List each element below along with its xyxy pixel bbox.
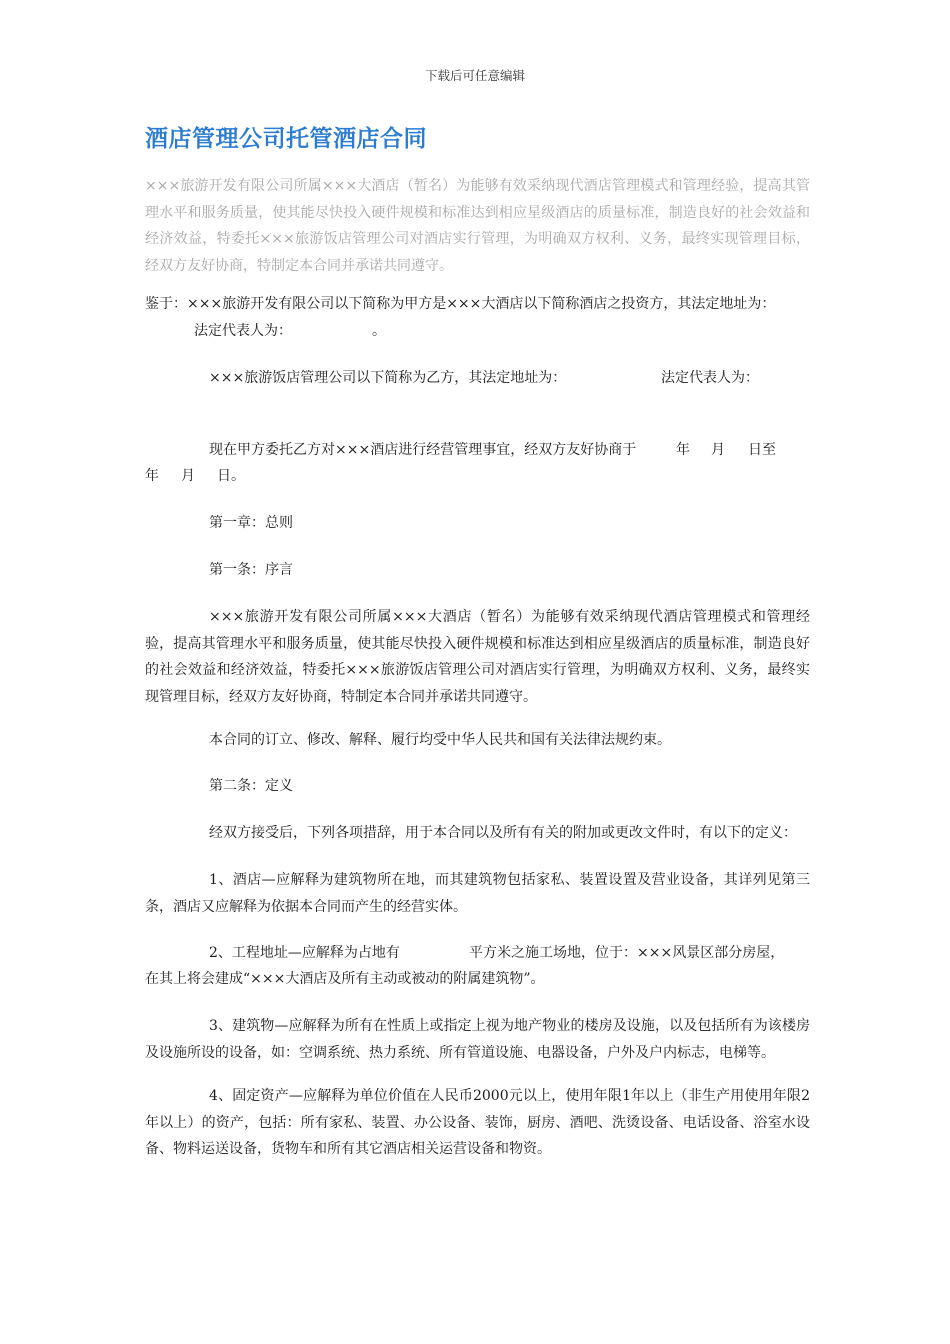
start-year-label: 年 bbox=[676, 442, 690, 458]
start-day-label: 日至 bbox=[748, 442, 776, 458]
header-note: 下载后可任意编辑 bbox=[424, 68, 525, 83]
end-month-label: 月 bbox=[181, 468, 195, 484]
definition-item: 3、建筑物—应解释为所有在性质上或指定上视为地产物业的楼房及设施，以及包括所有为该楼房及设施所设的设备，如：空调系统、热力系统、所有管道设施、电器设备，户外及户内标志，电梯等。 bbox=[145, 1018, 810, 1061]
party-b-representative: 法定代表人为： bbox=[661, 370, 759, 386]
party-b-line: ×××旅游饭店管理公司以下简称为乙方，其法定地址为： bbox=[209, 370, 567, 386]
definition-item: 1、酒店—应解释为建筑物所在地，而其建筑物包括家私、装置设置及营业设备，其详列见第三条，酒店又应解释为依据本合同而产生的经营实体。 bbox=[145, 872, 810, 915]
document-title: 酒店管理公司托管酒店合同 bbox=[145, 126, 427, 152]
definition-item-start: 2、工程地址—应解释为占地有 bbox=[209, 945, 400, 961]
start-month-label: 月 bbox=[711, 442, 725, 458]
article-heading: 第二条：定义 bbox=[209, 778, 293, 794]
intro-paragraph: ×××旅游开发有限公司所属×××大酒店（暂名）为能够有效采纳现代酒店管理模式和管理经验，提高其管理水平和服务质量，使其能尽快投入硬件规模和标准达到相应星级酒店的质量标准，制造良好的社会效益和经济效益，特委托×××旅游饭店管理公司对酒店实行管理，为明确双方权利、义务，最终实现管理目标，经双方友好协商，特制定本合同并承诺共同遵守。 bbox=[145, 178, 810, 274]
preamble-paragraph: ×××旅游开发有限公司所属×××大酒店（暂名）为能够有效采纳现代酒店管理模式和管理经验，提高其管理水平和服务质量，使其能尽快投入硬件规模和标准达到相应星级酒店的质量标准，制造良好的社会效益和经济效益，特委托×××旅游饭店管理公司对酒店实行管理，为明确双方权利、义务，最终实现管理目标，经双方友好协商，特制定本合同并承诺共同遵守。 bbox=[145, 609, 810, 705]
definition-item: 4、固定资产—应解释为单位价值在人民币2000元以上，使用年限1年以上（非生产用使用年限2年以上）的资产，包括：所有家私、装置、办公设备、装饰，厨房、酒吧、洗烫设备、电话设备、浴室水设备、物料运送设备，货物车和所有其它酒店相关运营设备和物资。 bbox=[145, 1088, 810, 1157]
commission-line: 现在甲方委托乙方对×××酒店进行经营管理事宜，经双方友好协商于 bbox=[209, 442, 637, 458]
law-paragraph: 本合同的订立、修改、解释、履行均受中华人民共和国有关法律法规约束。 bbox=[209, 732, 671, 748]
chapter-heading: 第一章：总则 bbox=[209, 515, 293, 531]
end-year-label: 年 bbox=[145, 468, 159, 484]
article-heading: 第一条：序言 bbox=[209, 562, 293, 578]
whereas-period: 。 bbox=[372, 323, 386, 339]
whereas-line: 鉴于：×××旅游开发有限公司以下简称为甲方是×××大酒店以下简称酒店之投资方，其法定地址为： bbox=[145, 296, 776, 312]
whereas-representative: 法定代表人为： bbox=[194, 323, 292, 339]
end-day-label: 日。 bbox=[217, 468, 245, 484]
definitions-intro: 经双方接受后，下列各项措辞，用于本合同以及所有有关的附加或更改文件时，有以下的定义： bbox=[209, 825, 797, 841]
definition-item-end: 在其上将会建成“×××大酒店及所有主动或被动的附属建筑物”。 bbox=[145, 971, 545, 987]
definition-item-middle: 平方米之施工场地，位于：×××风景区部分房屋， bbox=[469, 945, 785, 961]
